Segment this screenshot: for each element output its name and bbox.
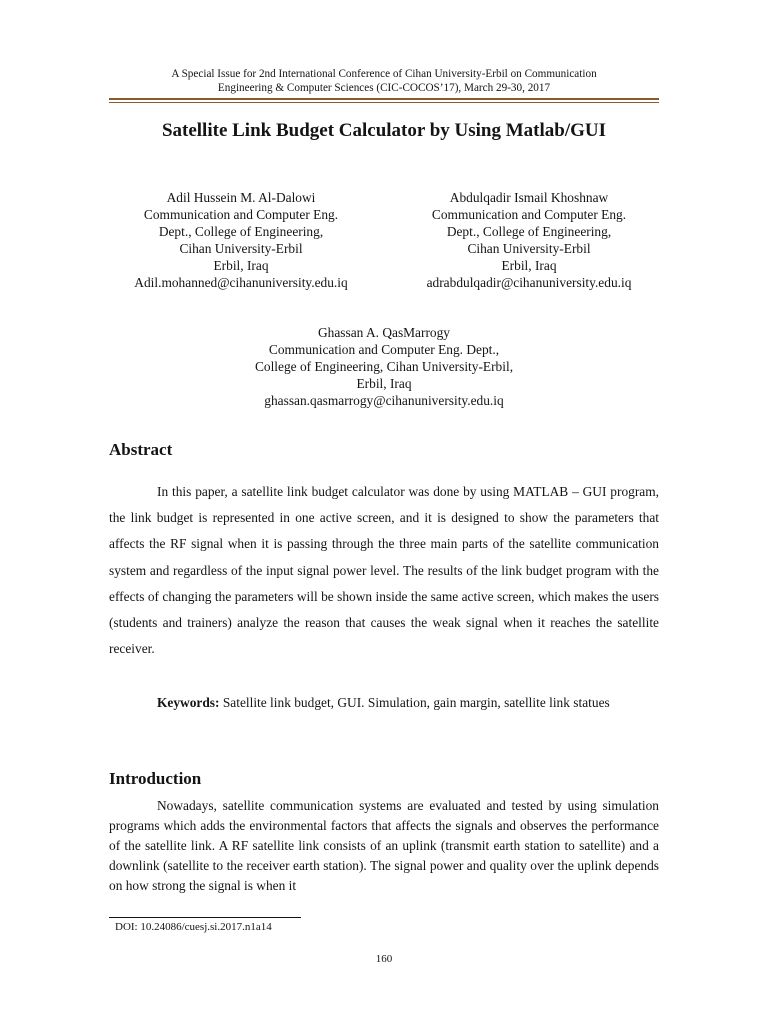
footnote-rule (109, 917, 301, 918)
author-affiliation-line: Erbil, Iraq (356, 376, 412, 391)
author-affiliation-line: Erbil, Iraq (501, 258, 557, 273)
author-affiliation-line: Dept., College of Engineering, (446, 224, 612, 239)
paper-title: Satellite Link Budget Calculator by Using Matlab/GUI (161, 120, 607, 141)
author-block-1 (100, 189, 382, 291)
author-affiliation-line: Dept., College of Engineering, (158, 224, 324, 239)
author-affiliation-line: Cihan University-Erbil (467, 241, 591, 256)
keywords-text: Satellite link budget, GUI. Simulation, gain margin, satellite link statues (219, 695, 610, 710)
running-header-line-2: Engineering & Computer Sciences (CIC-COCOS’17), March 29-30, 2017 (217, 82, 551, 94)
author-email[interactable]: ghassan.qasmarrogy@cihanuniversity.edu.iq (264, 393, 504, 408)
author-name: Adil Hussein M. Al-Dalowi (166, 190, 316, 205)
author-block-3 (184, 324, 584, 409)
author-email[interactable]: adrabdulqadir@cihanuniversity.edu.iq (426, 275, 632, 290)
author-block-2 (388, 189, 670, 291)
abstract-text: In this paper, a satellite link budget calculator was done by using MATLAB – GUI program, the link budget is represented in one active screen, and it is designed to show the parameters that affects the RF signal when it is passing through the three main parts of the satellite communication system and regardless of the input signal power level. The results of the link budget program with the effects of changing the parameters will be shown inside the same active screen, which makes the users (students and trainers) analyze the reason that causes the weak signal when it reaches the satellite receiver. (109, 484, 659, 657)
abstract-heading: Abstract (109, 440, 173, 459)
keywords-label: Keywords: (157, 695, 220, 710)
author-affiliation-line: Communication and Computer Eng. (143, 207, 339, 222)
author-affiliation-line: Erbil, Iraq (213, 258, 269, 273)
author-affiliation-line: College of Engineering, Cihan University-Erbil, (254, 359, 514, 374)
header-rule-thick (109, 98, 659, 100)
doi-footnote: DOI: 10.24086/cuesj.si.2017.n1a14 (115, 921, 272, 933)
author-affiliation-line: Communication and Computer Eng. Dept., (268, 342, 500, 357)
header-rule-thin (109, 102, 659, 103)
introduction-text: Nowadays, satellite communication systems are evaluated and tested by using simulation programs which adds the environmental factors that affects the signals and observes the performance of the satellite link. A RF satellite link consists of an uplink (transmit earth station to satellite) and a downlink (satellite to the receiver earth station). The signal power and quality over the uplink depends on how strong the signal is when it (109, 798, 659, 893)
page-number: 160 (375, 953, 393, 965)
author-affiliation-line: Cihan University-Erbil (179, 241, 303, 256)
author-name: Ghassan A. QasMarrogy (317, 325, 451, 340)
author-affiliation-line: Communication and Computer Eng. (431, 207, 627, 222)
author-email[interactable]: Adil.mohanned@cihanuniversity.edu.iq (134, 275, 348, 290)
introduction-heading: Introduction (109, 769, 202, 788)
running-header-line-1: A Special Issue for 2nd International Conference of Cihan University-Erbil on Communication (171, 68, 597, 80)
keywords-paragraph (109, 692, 659, 713)
author-name: Abdulqadir Ismail Khoshnaw (449, 190, 609, 205)
